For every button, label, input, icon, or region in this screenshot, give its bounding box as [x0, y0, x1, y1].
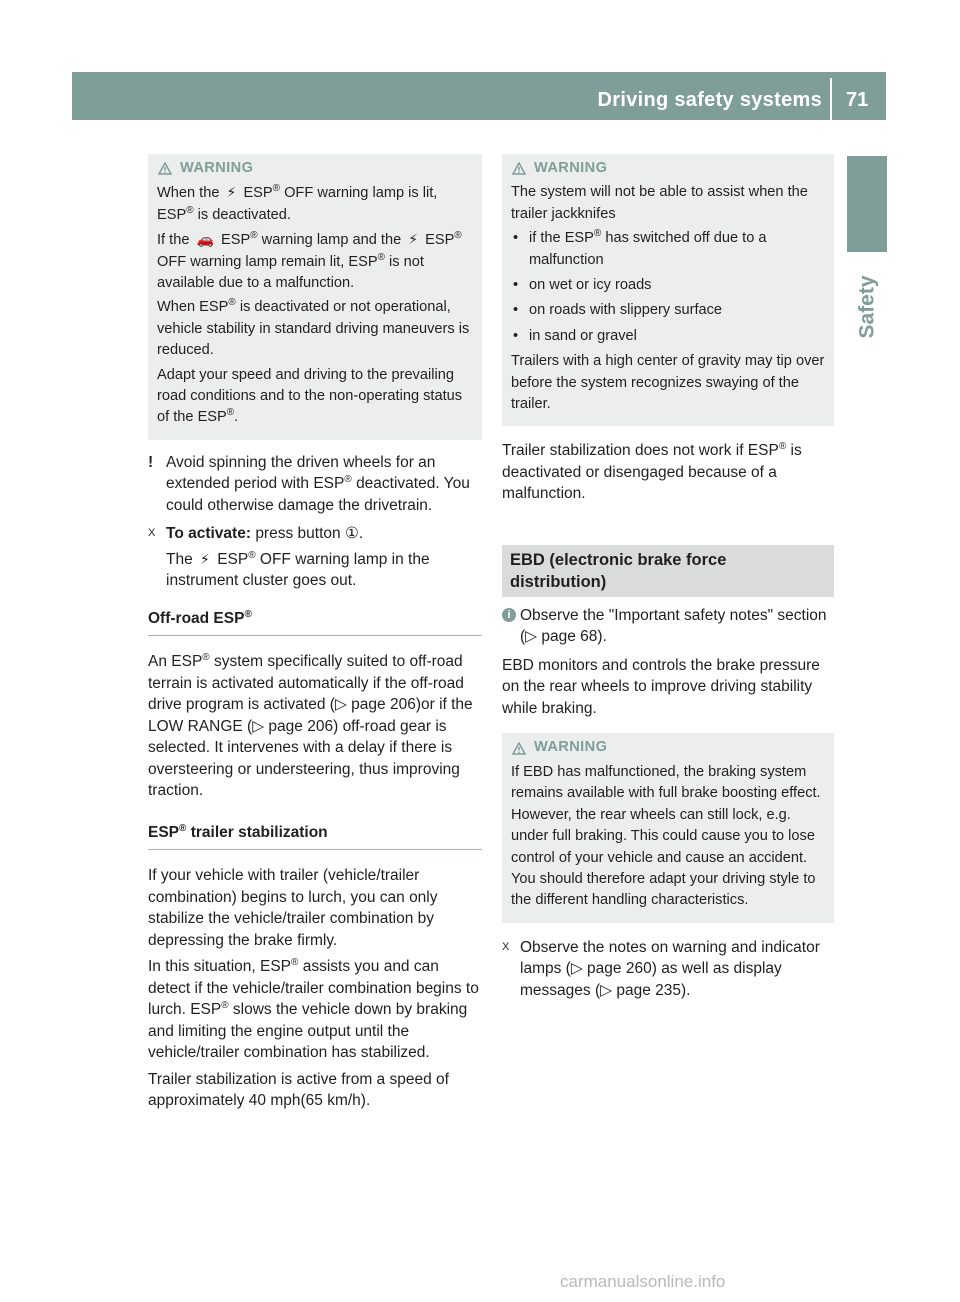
caution-icon: ! [148, 453, 154, 471]
ebd-section-heading: EBD (electronic brake force distribution) [502, 545, 834, 597]
trailer-stabilization-heading: ESP® trailer stabilization [148, 822, 482, 851]
warning-paragraph: If the 🚗 ESP® warning lamp and the ⚡ ESP® OFF warning lamp remain lit, ESP® is not available due to a malfunction. [157, 230, 462, 292]
trailer-paragraph: If your vehicle with trailer (vehicle/trailer combination) begins to lurch, you can only stabilize the vehicle/trailer combination by depressing the brake firmly. [148, 867, 438, 949]
list-item: • on wet or icy roads [513, 277, 652, 294]
page-ref-link[interactable]: ▷ page 68). [525, 628, 607, 646]
activate-step: X To activate: press button ①. The ⚡ ESP® OFF warning lamp in the instrument cluster goes out. [148, 525, 430, 590]
footer-watermark: carmanualsonline.info [560, 1272, 726, 1291]
offroad-esp-heading: Off-road ESP® [148, 608, 482, 637]
header-divider [830, 78, 832, 120]
warning-paragraph: When ESP® is deactivated or not operational, vehicle stability in standard driving maneuvers is reduced. [157, 297, 470, 359]
trailer-paragraph: Trailer stabilization is active from a speed of approximately 40 mph(65 km/h). [148, 1070, 449, 1110]
page-number: 71 [846, 89, 869, 111]
warning-triangle-icon [512, 162, 526, 175]
warning-box-esp [148, 154, 482, 440]
page-ref-link[interactable]: ▷ page 260) [570, 960, 657, 978]
trailer-paragraph: In this situation, ESP® assists you and can detect if the vehicle/trailer combination begins to lurch. ESP® slows the vehicle down by braking and limiting the engine output until the vehicle/trailer combination has stabilized. [148, 957, 479, 1062]
warning-triangle-icon [512, 742, 526, 755]
observe-step: X Observe the notes on warning and indicator lamps (▷ page 260) as well as display messages (▷ page 235). [502, 938, 820, 999]
page-ref-link[interactable]: ▷ page 206) [334, 696, 421, 714]
caution-note: ! Avoid spinning the driven wheels for an extended period with ESP® deactivated. You could otherwise damage the drivetrain. [148, 453, 470, 514]
page-ref-link[interactable]: ▷ page 206) [252, 717, 339, 735]
warning-paragraph: The system will not be able to assist when the trailer jackknifes [511, 184, 808, 222]
list-item: • in sand or gravel [513, 327, 637, 344]
info-icon: i [502, 608, 516, 622]
warning-heading: WARNING [511, 158, 828, 179]
esp-warning-lamp-icon: 🚗 [196, 231, 214, 248]
right-column [502, 154, 834, 1006]
page-ref-link[interactable]: ▷ page 235). [600, 981, 691, 999]
side-tab-label: Safety [855, 275, 879, 339]
esp-off-lamp-icon: ⚡ [226, 184, 237, 201]
step-arrow-icon: X [502, 940, 510, 953]
side-tab-marker [847, 156, 887, 252]
warning-heading: WARNING [511, 737, 828, 758]
info-note: i Observe the "Important safety notes" section (▷ page 68). [502, 605, 834, 648]
warning-heading: WARNING [157, 158, 476, 179]
button-1-icon: ① [344, 525, 359, 543]
warning-paragraph: If EBD has malfunctioned, the braking system remains available with full brake boosting effect. However, the rear wheels can still lock, e.g. under full braking. This could cause you to lose control of your vehicle and cause an accident. You should therefore adapt your driving style to the different handling characteristics. [511, 763, 821, 909]
esp-off-lamp-icon: ⚡ [408, 231, 419, 248]
offroad-esp-paragraph: An ESP® system specifically suited to off-road terrain is activated automatically if the off-road drive program is activated (▷ page 206)or if the LOW RANGE (▷ page 206) off-road gear is selected. It intervenes with a delay if there is oversteering or understeering, thus improving traction. [148, 652, 473, 800]
warning-paragraph: Adapt your speed and driving to the prevailing road conditions and to the non-operating status of the ESP®. [157, 366, 463, 426]
warning-paragraph: When the ⚡ ESP® OFF warning lamp is lit, ESP® is deactivated. [157, 183, 438, 223]
esp-off-lamp-icon: ⚡ [200, 550, 210, 567]
ebd-paragraph: EBD monitors and controls the brake pressure on the rear wheels to improve driving stability while braking. [502, 656, 820, 717]
warning-paragraph: Trailers with a high center of gravity may tip over before the system recognizes swaying of the trailer. [511, 353, 825, 413]
left-column [148, 154, 482, 1117]
step-arrow-icon: X [148, 527, 156, 540]
list-item: • on roads with slippery surface [513, 302, 723, 319]
page-title: Driving safety systems [597, 89, 822, 111]
trailer-note-paragraph: Trailer stabilization does not work if ESP® is deactivated or disengaged because of a malfunction. [502, 441, 802, 503]
warning-triangle-icon [158, 162, 172, 175]
warning-box-ebd [502, 733, 834, 922]
warning-box-trailer [502, 154, 834, 426]
list-item: • if the ESP® has switched off due to a malfunction [513, 228, 767, 268]
